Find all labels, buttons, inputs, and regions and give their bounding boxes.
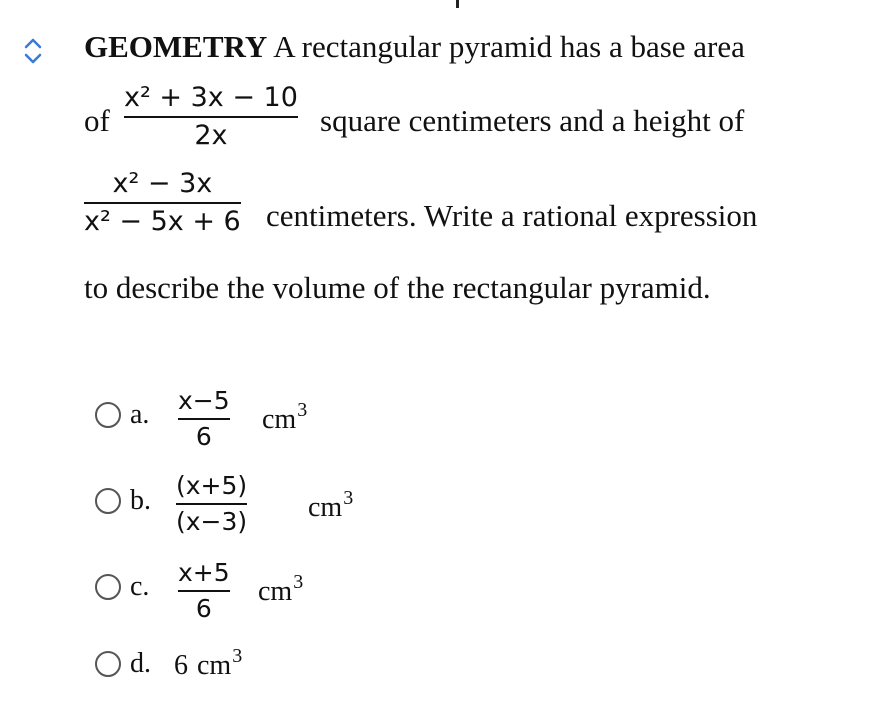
option-a-radio[interactable]: [95, 402, 121, 428]
option-b-unit: [308, 487, 354, 523]
option-d-unit: [197, 645, 243, 681]
option-a-denominator: 6: [195, 422, 212, 451]
option-c-numerator: x+5: [178, 558, 230, 587]
option-c-letter: c.: [130, 571, 150, 602]
question-of-label: of: [84, 103, 110, 138]
unit-label: cm: [258, 576, 293, 607]
question-line-1-rest: A rectangular pyramid has a base area: [267, 29, 745, 64]
option-c-denominator: 6: [195, 594, 212, 623]
question-line-4: to describe the volume of the rectangular pyramid.: [84, 270, 711, 305]
option-d-value: 6: [174, 650, 188, 681]
option-c-fraction: [178, 560, 230, 621]
base-area-numerator: x² + 3x − 10: [124, 82, 298, 113]
base-area-denominator: 2x: [194, 120, 228, 151]
unit-exponent: 3: [293, 571, 304, 593]
fraction-bar: [176, 503, 247, 505]
option-b-fraction: [176, 473, 247, 534]
fraction-bar: [178, 418, 230, 420]
option-c-radio[interactable]: [95, 574, 121, 600]
fraction-bar: [124, 116, 298, 118]
expand-collapse-icon[interactable]: [22, 36, 44, 66]
option-b-letter: b.: [130, 485, 151, 516]
question-line-1: [84, 31, 745, 62]
base-area-fraction: [124, 84, 298, 149]
question-line-2-rest: square centimeters and a height of: [320, 103, 745, 138]
unit-exponent: 3: [232, 645, 243, 667]
unit-exponent: 3: [297, 399, 308, 421]
option-a-numerator: x−5: [178, 386, 230, 415]
unit-label: cm: [308, 492, 343, 523]
option-b-radio[interactable]: [95, 488, 121, 514]
option-d-letter: d.: [130, 648, 151, 679]
fraction-bar: [178, 590, 230, 592]
fraction-bar: [84, 202, 241, 204]
option-a-fraction: [178, 388, 230, 449]
unit-exponent: 3: [343, 487, 354, 509]
unit-label: cm: [262, 404, 297, 435]
option-b-numerator: (x+5): [176, 471, 248, 500]
question-line-3-rest: centimeters. Write a rational expression: [266, 198, 758, 233]
option-b-denominator: (x−3): [176, 507, 248, 536]
height-fraction: [84, 170, 241, 235]
option-a-letter: a.: [130, 399, 150, 430]
question-topic: GEOMETRY: [84, 29, 268, 64]
height-numerator: x² − 3x: [112, 168, 213, 199]
option-a-unit: [262, 399, 308, 435]
height-denominator: x² − 5x + 6: [84, 206, 241, 237]
top-tick-mark: [456, 0, 459, 8]
option-d-radio[interactable]: [95, 651, 121, 677]
unit-label: cm: [197, 650, 232, 681]
option-c-unit: [258, 571, 304, 607]
